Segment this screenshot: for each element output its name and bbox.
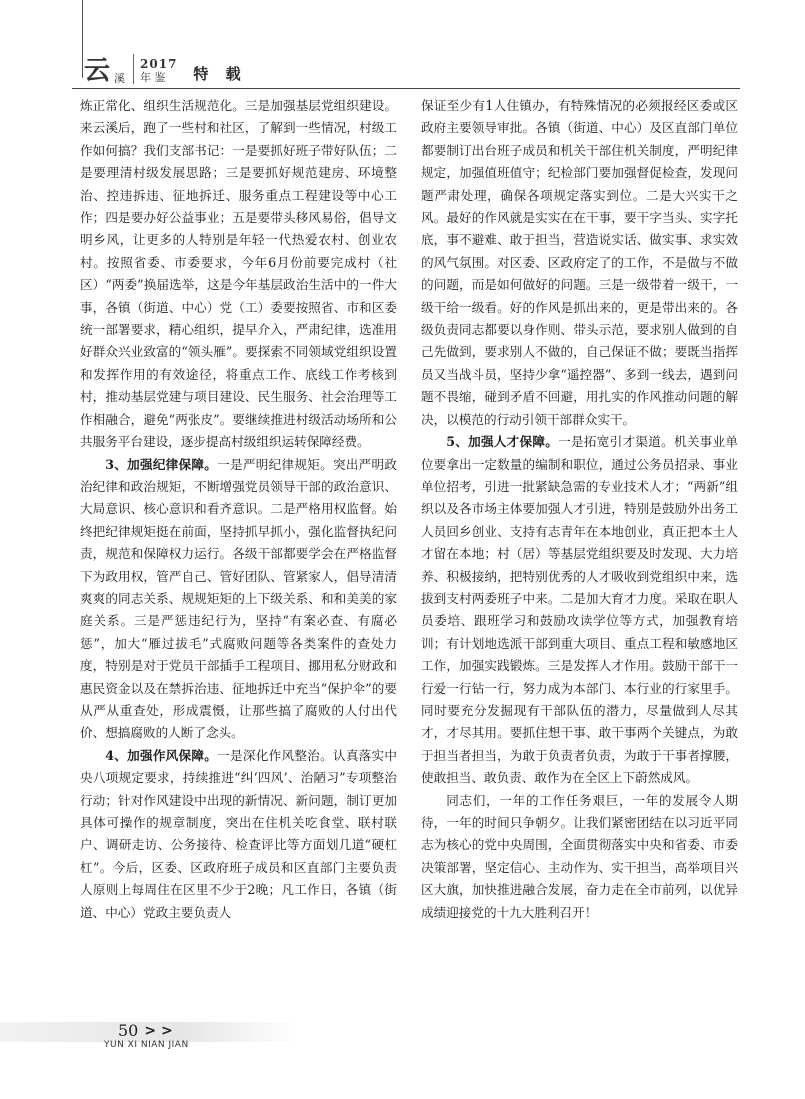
masthead-divider [133,54,134,84]
chevron-right-icon: > > [144,1022,173,1039]
paragraph [80,454,397,745]
header-rule [72,88,740,89]
brand-suffix: 溪 [114,72,126,85]
brand-mark: 云 [84,56,111,86]
right-column [421,95,738,924]
paragraph [80,745,397,924]
paragraph: 保证至少有1人住镇办，有特殊情况的必须报经区委或区政府主要领导审批。各镇（街道、中心）及区直部门单位都要制订出台班子成员和机关干部住机关制度，严明纪律规定，加强值班值守；纪检部门要加强督促检查，发现问题严肃处理，确保各项规定落实到位。二是大兴实干之风。最好的作风就是实实在在干事，要干字当头、实字托底，事不避难、敢于担当，营造说实话、做实事、求实效的风气氛围。对区委、区政府定了的工作，不是做与不做的问题，而是如何做好的问题。三是一级带着一级干，一级干给一级看。好的作风是抓出来的，更是带出来的。各级负责同志都要以身作则、带头示范，要求别人做到的自己先做到，要求别人不做的，自己保证不做；要既当指挥员又当战斗员，坚持少拿“遥控器”、多到一线去，遇到问题不畏缩，碰到矛盾不回避，用扎实的作风推动问题的解决，以模范的行动引领干部群众实干。 [421,98,738,427]
page-number-group [118,1021,173,1040]
paragraph: 同志们，一年的工作任务艰巨，一年的发展令人期待，一年的时间只争朝夕。让我们紧密团结在以习近平同志为核心的党中央周围，全面贯彻落实中央和省委、市委决策部署，坚定信心、主动作为、实干担当，高举项目兴区大旗，加快推进融合发展，奋力走在全市前列，以优异成绩迎接党的十九大胜利召开！ [421,792,738,920]
year-block [140,58,177,84]
paragraph: 炼正常化、组织生活规范化。三是加强基层党组织建设。来云溪后，跑了一些村和社区，了解到一些情况，村级工作如何搞？我们支部书记：一是要抓好班子带好队伍；二是要理清村级发展思路；三是要抓好规范建房、环境整治、控违拆违、征地拆迁、服务重点工程建设等中心工作；四是要办好公益事业；五是要带头移风易俗，倡导文明乡风，让更多的人特别是年轻一代热爱农村、创业农村。按照省委、市委要求，今年6月份前要完成村（社区）“两委”换届选举，这是今年基层政治生活中的一件大事，各镇（街道、中心）党（工）委要按照省、市和区委统一部署要求，精心组织，提早介入，严肃纪律，选准用好群众兴业致富的“领头雁”。要探索不同领域党组织设置和发挥作用的有效途径，将重点工作、底线工作考核到村，推动基层党建与项目建设、民生服务、社会治理等工作相融合，避免“两张皮”。要继续推进村级活动场所和公共服务平台建设，逐步提高村级组织运转保障经费。 [80,98,397,450]
footer-label: YUN XI NIAN JIAN [104,1040,189,1050]
top-bar [0,0,805,4]
header-vertical-rule [82,0,83,78]
paragraph-body: 一是拓宽引才渠道。机关事业单位要拿出一定数量的编制和职位，通过公务员招录、事业单位招考，引进一批紧缺急需的专业技术人才；“两新”组织以及各市场主体要加强人才引进，特别是鼓励外出务工人员回乡创业、支持有志青年在本地创业，真正把本土人才留在本地；村（居）等基层党组织要及时发现、大力培养、积极接纳，把特别优秀的人才吸收到党组织中来，选拔到支村两委班子中来。二是加大育才力度。采取在职人员委培、跟班学习和鼓励攻读学位等方式，加强教育培训；有计划地选派干部到重大项目、重点工程和敏感地区工作，加强实践锻炼。三是发挥人才作用。鼓励干部干一行爱一行钻一行，努力成为本部门、本行业的行家里手。同时要充分发掘现有干部队伍的潜力，尽量做到人尽其才，才尽其用。要抓住想干事、敢干事两个关键点，为敢于担当者担当，为敢于负责者负责，为敢于干事者撑腰，使敢担当、敢负责、敢作为在全区上下蔚然成风。 [421,434,739,786]
paragraph-body: 一是严明纪律规矩。突出严明政治纪律和政治规矩，不断增强党员领导干部的政治意识、大局意识、核心意识和看齐意识。二是严格用权监督。始终把纪律规矩挺在前面，坚持抓早抓小，强化监督执纪问责，规范和保障权力运行。各级干部都要学会在严格监督下为政用权，管严自己、管好团队、管紧家人，倡导清清爽爽的同志关系、规规矩矩的上下级关系、和和美美的家庭关系。三是严惩违纪行为，坚持“有案必查、有腐必惩”，加大“雁过拔毛”式腐败问题等各类案件的查处力度，特别是对于党员干部插手工程项目、挪用私分财政和惠民资金以及在禁拆治违、征地拆迁中充当“保护伞”的要从严从重查处，形成震慑，让那些搞了腐败的人付出代价、想搞腐败的人断了念头。 [80,456,398,741]
left-column [80,95,397,924]
paragraph [421,431,738,790]
paragraph-body: 一是深化作风整治。认真落实中央八项规定要求，持续推进“纠‘四风’、治陋习”专项整治行动；针对作风建设中出现的新情况、新问题，制订更加具体可操作的规章制度，突出在住机关吃食堂、联村联户、调研走访、公务接待、检查评比等方面划几道“硬杠杠”。今后，区委、区政府班子成员和区直部门主要负责人原则上每周住在区里不少于2晚；凡工作日，各镇（街道、中心）党政主要负责人 [80,747,398,920]
year: 2017 [140,57,178,71]
masthead [84,46,247,84]
yearbook-label: 年 鉴 [140,71,166,84]
page-number: 50 [118,1021,139,1040]
paragraph-heading: 5、加强人才保障。 [446,434,559,450]
paragraph-heading: 4、加强作风保障。 [105,747,218,763]
section-title: 特 载 [193,65,247,83]
paragraph-heading: 3、加强纪律保障。 [105,456,218,472]
